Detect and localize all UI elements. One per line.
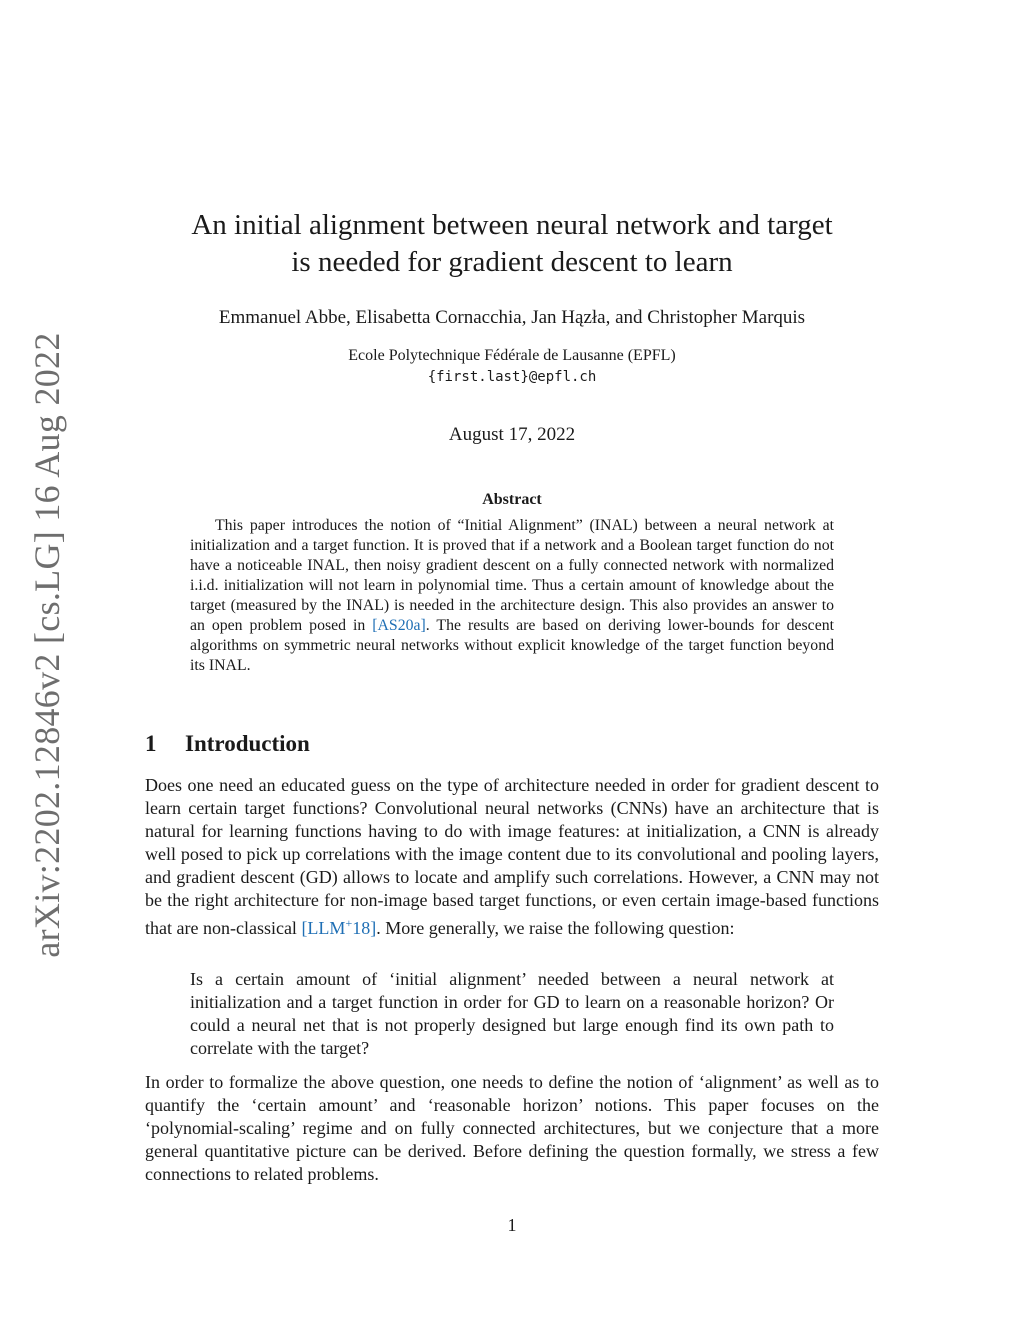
introduction-paragraph-2: In order to formalize the above question, one needs to define the notion of ‘alignment’ as well as to quantify the ‘certain amount’ and ‘reasonable horizon’ notions. This paper focuses on the ‘polynomial-scaling’ regime and on fully connected architectures, but we conjecture that a more general quantitative picture can be derived. Before defining the question formally, we stress a few connections to related problems. <box>145 1072 879 1184</box>
intro-p1-text-end: . More generally, we raise the following question: <box>376 918 735 938</box>
section-heading-introduction <box>145 729 879 759</box>
section-title: Introduction <box>185 731 310 756</box>
email-text: {first.last}@epfl.ch <box>427 369 597 385</box>
arxiv-identifier: arXiv:2202.12846v2 [cs.LG] 16 Aug 2022 <box>27 332 67 958</box>
cite-prefix: [LLM <box>301 918 346 938</box>
abstract-text-part-1: This paper introduces the notion of “Initial Alignment” (INAL) between a neural network at initialization and a target function. It is proved that if a network and a Boolean target function do not have a noticeable INAL, then noisy gradient descent on a fully connected network with normalized i.i.d. initialization will not learn in polynomial time. Thus a certain amount of knowledge about the target (measured by the INAL) is needed in the architecture design. This also provides an answer to an open problem posed in <box>190 517 834 634</box>
citation-link-as20a[interactable]: [AS20a] <box>372 617 426 634</box>
email-address <box>145 367 879 388</box>
page-number: 1 <box>507 1215 517 1235</box>
affiliation: Ecole Polytechnique Fédérale de Lausanne (EPFL) <box>348 347 676 364</box>
intro-p1-text: Does one need an educated guess on the type of architecture needed in order for gradient descent to learn certain target functions? Convolutional neural networks (CNNs) have an architecture that is natural for learning functions having to do with image features: at initialization, a CNN is already well posed to pick up correlations with the image content due to its convolutional and pooling layers, and gradient descent (GD) allows to locate and amplify such correlations. However, a CNN may not be the right architecture for non-image based target functions, or even certain image-based functions that are non-classical <box>145 775 879 938</box>
abstract-heading: Abstract <box>482 491 542 508</box>
title-line-1: An initial alignment between neural network and target <box>191 209 833 241</box>
cite-suffix: 18] <box>352 918 377 938</box>
citation-link-llm18[interactable] <box>301 918 376 938</box>
publication-date: August 17, 2022 <box>448 424 576 445</box>
research-question-quote: Is a certain amount of ‘initial alignment’ needed between a neural network at initialization and a target function in order for GD to learn on a reasonable horizon? Or could a neural net that is not properly designed but large enough find its own path to correlate with the target? <box>190 969 834 1058</box>
paper-title <box>145 207 879 281</box>
abstract-text <box>190 516 834 676</box>
author-list: Emmanuel Abbe, Elisabetta Cornacchia, Jan Hązła, and Christopher Marquis <box>218 307 806 328</box>
cite-superscript: + <box>345 916 353 930</box>
abstract-text-part-2: . The results are based on deriving lower-bounds for descent algorithms on symmetric neural networks without explicit knowledge of the target function beyond its INAL. <box>190 617 834 674</box>
title-line-2: is needed for gradient descent to learn <box>291 246 733 278</box>
introduction-paragraph-1 <box>145 774 879 940</box>
section-number: 1 <box>145 731 157 756</box>
